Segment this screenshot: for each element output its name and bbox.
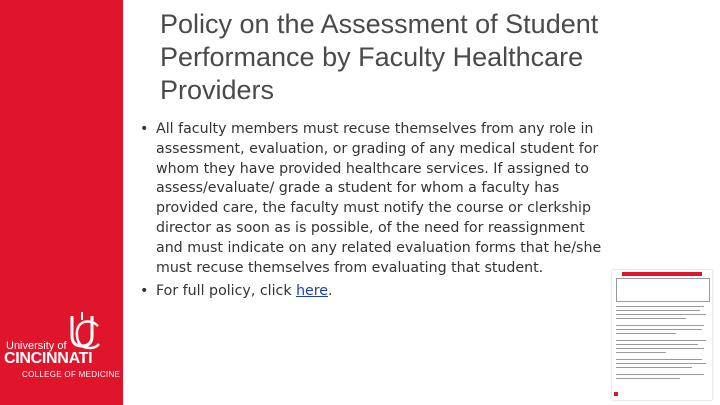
thumbnail-title-box [616,278,710,302]
bullet-recusal [134,120,614,278]
logo-university-of: University of [6,340,67,352]
thumbnail-text-line [616,310,700,311]
bullet-recusal-text: All faculty members must recuse themselves from any role in assessment, evaluation, or grading of any medical student for whom they have provided healthcare services. If assigned to assess/evaluate/ grade a student for whom a faculty has provided care, the faculty must notify the course or clerkship director as soon as is possible, of the need for reassignment and must indicate on any related evaluation forms that he/she must recuse themselves from evaluating that student. [156,121,602,276]
thumbnail-text-line [616,306,704,307]
thumbnail-text-line [616,348,704,349]
slide-title: Policy on the Assessment of Student Performance by Faculty Healthcare Providers [160,9,599,105]
full-policy-suffix: . [328,283,333,300]
logo-cincinnati: CINCINNATI [4,350,93,367]
thumbnail-text-line [616,378,680,379]
bullet-full-policy [134,282,614,302]
thumbnail-text-line [616,363,706,364]
thumbnail-text-line [616,359,702,360]
thumbnail-text-line [616,325,704,326]
thumbnail-text-line [616,340,706,341]
bullet-dot: • [140,121,149,137]
bullet-dot: • [140,283,149,300]
thumbnail-text-line [616,344,698,345]
brand-sidebar [0,0,123,405]
policy-link[interactable]: here [296,283,329,300]
thumbnail-text-line [616,352,666,353]
thumbnail-text-line [616,333,676,334]
thumbnail-text-line [616,374,704,375]
thumbnail-text-line [616,367,692,368]
policy-document-thumbnail [612,270,712,400]
thumbnail-header-bar [622,272,702,276]
thumbnail-text-line [616,329,702,330]
full-policy-prefix: For full policy, click [156,283,297,300]
thumbnail-footer-logo [614,392,618,396]
thumbnail-text-line [616,318,686,319]
thumbnail-text-line [616,314,706,315]
logo-college: COLLEGE OF MEDICINE [22,370,121,379]
university-logo [0,310,123,385]
slide-body [134,120,614,306]
